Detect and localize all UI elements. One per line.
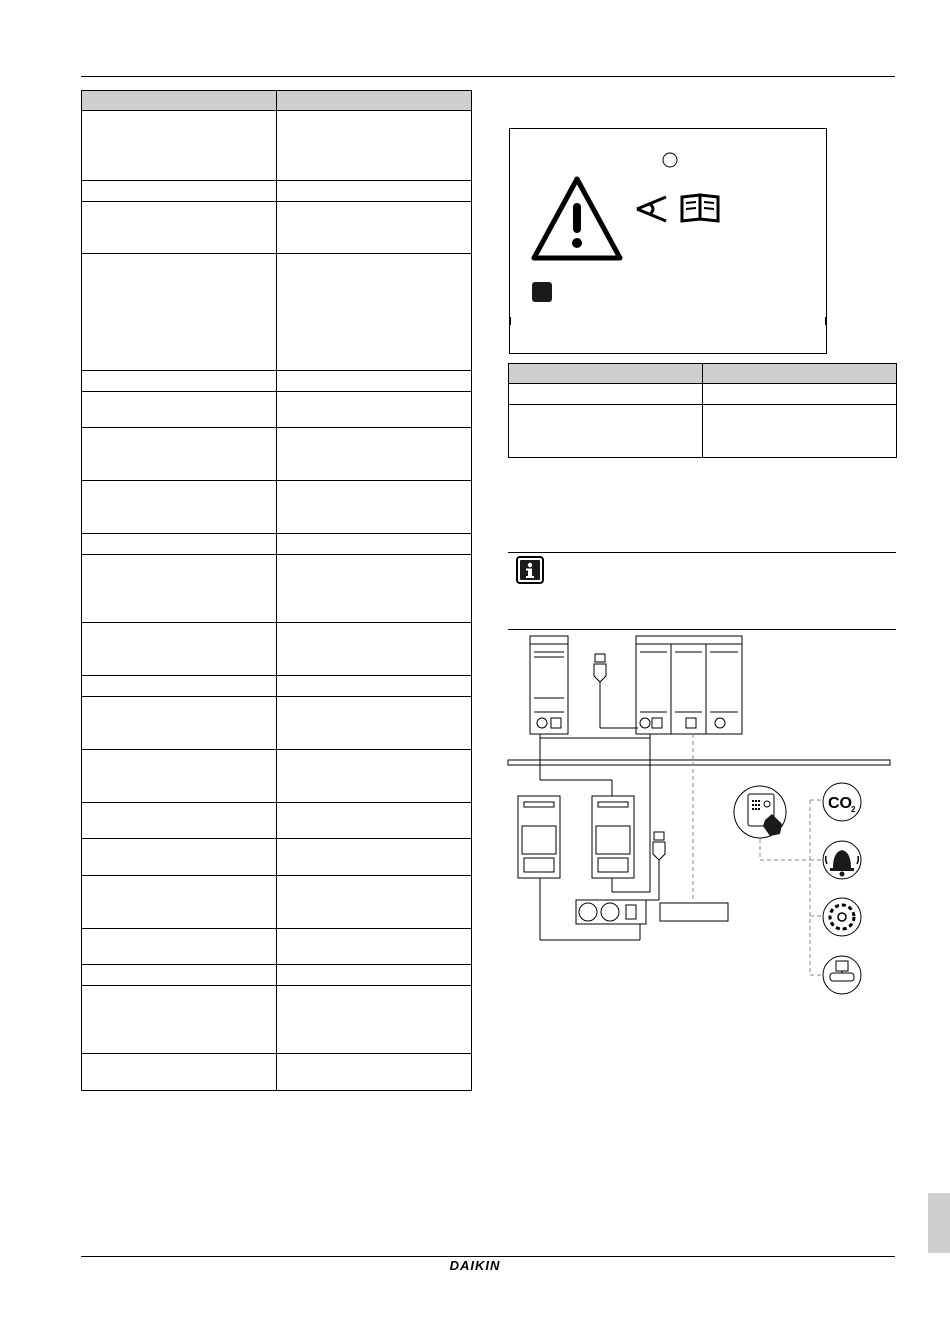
- table-cell: [277, 181, 472, 202]
- table-cell: [703, 384, 897, 405]
- table-cell: [277, 965, 472, 986]
- table-cell: [277, 428, 472, 481]
- daikin-logo: DAIKIN: [449, 1258, 501, 1273]
- table-cell: [82, 371, 277, 392]
- indoor-unit-icon: [592, 796, 634, 878]
- table-row: [82, 623, 472, 676]
- manual-book-icon: [682, 195, 718, 221]
- table-row: [82, 929, 472, 965]
- communication-bus: [508, 760, 890, 765]
- table-row: [82, 428, 472, 481]
- circle-symbol-icon: [663, 153, 677, 167]
- table-cell: [277, 750, 472, 803]
- table-cell: [82, 392, 277, 428]
- table-row: [82, 371, 472, 392]
- fan-icon: [823, 898, 861, 936]
- warning-label-box: [509, 128, 827, 354]
- alarm-bell-icon: [823, 841, 861, 879]
- table-cell: [277, 803, 472, 839]
- table-cell: [82, 481, 277, 534]
- header-rule: [81, 76, 895, 77]
- table-row: [82, 839, 472, 876]
- table-cell: [277, 534, 472, 555]
- table-cell: [82, 750, 277, 803]
- table-cell: [277, 371, 472, 392]
- table-row: [82, 181, 472, 202]
- table-row: [82, 534, 472, 555]
- table-cell: [509, 384, 703, 405]
- interface-adapter-icon: [660, 903, 728, 921]
- table-cell: [82, 965, 277, 986]
- table-row: [509, 384, 897, 405]
- table-cell: [82, 697, 277, 750]
- table-row: [82, 111, 472, 181]
- table-cell: [82, 181, 277, 202]
- info-top-rule: [508, 552, 896, 553]
- shut-off-valve-icon: [594, 654, 638, 728]
- table-cell: [82, 428, 277, 481]
- table-row: [82, 803, 472, 839]
- table-cell: [703, 405, 897, 458]
- table-row: [82, 676, 472, 697]
- table-cell: [509, 405, 703, 458]
- table-cell: [82, 254, 277, 371]
- co2-sensor-icon: [823, 783, 861, 821]
- table-cell: [82, 839, 277, 876]
- table-cell: [277, 839, 472, 876]
- label-table: [508, 363, 897, 458]
- table-cell: [277, 392, 472, 428]
- table-row: [509, 405, 897, 458]
- table-row: [82, 555, 472, 623]
- table-cell: [277, 91, 472, 111]
- table-cell: [277, 254, 472, 371]
- table-row: [82, 986, 472, 1054]
- table-cell: [277, 697, 472, 750]
- table-row: [82, 392, 472, 428]
- table-header-row: [82, 91, 472, 111]
- remote-controller-icon: [734, 786, 786, 838]
- table-cell: [82, 803, 277, 839]
- table-cell: [509, 364, 703, 384]
- warning-triangle-icon: [534, 179, 620, 258]
- eye-icon: [637, 197, 666, 221]
- ventilation-unit-icon: [576, 900, 646, 924]
- table-cell: [277, 1054, 472, 1091]
- table-cell: [703, 364, 897, 384]
- table-header-row: [509, 364, 897, 384]
- table-cell: [277, 876, 472, 929]
- table-cell: [82, 876, 277, 929]
- table-cell: [277, 929, 472, 965]
- outdoor-unit-icon: [530, 636, 568, 734]
- table-cell: [277, 202, 472, 254]
- motorized-valve-icon: [823, 956, 861, 994]
- table-cell: [82, 91, 277, 111]
- footer-rule: [81, 1256, 895, 1257]
- information-icon: [516, 556, 544, 584]
- table-row: [82, 750, 472, 803]
- table-cell: [277, 623, 472, 676]
- table-cell: [82, 202, 277, 254]
- black-square-icon: [532, 282, 552, 302]
- table-cell: [82, 676, 277, 697]
- table-cell: [82, 1054, 277, 1091]
- table-cell: [277, 986, 472, 1054]
- specification-table: [81, 90, 472, 1091]
- system-diagram: [500, 630, 900, 1000]
- table-row: [82, 965, 472, 986]
- table-cell: [82, 111, 277, 181]
- table-row: [82, 1054, 472, 1091]
- table-cell: [82, 623, 277, 676]
- table-cell: [277, 676, 472, 697]
- table-row: [82, 254, 472, 371]
- indoor-unit-icon: [518, 796, 560, 878]
- table-row: [82, 202, 472, 254]
- chapter-thumb-tab: [928, 1193, 950, 1253]
- table-cell: [82, 555, 277, 623]
- table-row: [82, 697, 472, 750]
- table-cell: [82, 929, 277, 965]
- co2-label: CO: [828, 795, 852, 812]
- table-cell: [277, 481, 472, 534]
- table-cell: [277, 555, 472, 623]
- table-cell: [82, 986, 277, 1054]
- table-row: [82, 481, 472, 534]
- outdoor-multi-unit-icon: [636, 636, 742, 734]
- shut-off-valve-icon: [612, 832, 665, 900]
- table-cell: [277, 111, 472, 181]
- co2-subscript: 2: [851, 805, 856, 814]
- table-cell: [82, 534, 277, 555]
- table-row: [82, 876, 472, 929]
